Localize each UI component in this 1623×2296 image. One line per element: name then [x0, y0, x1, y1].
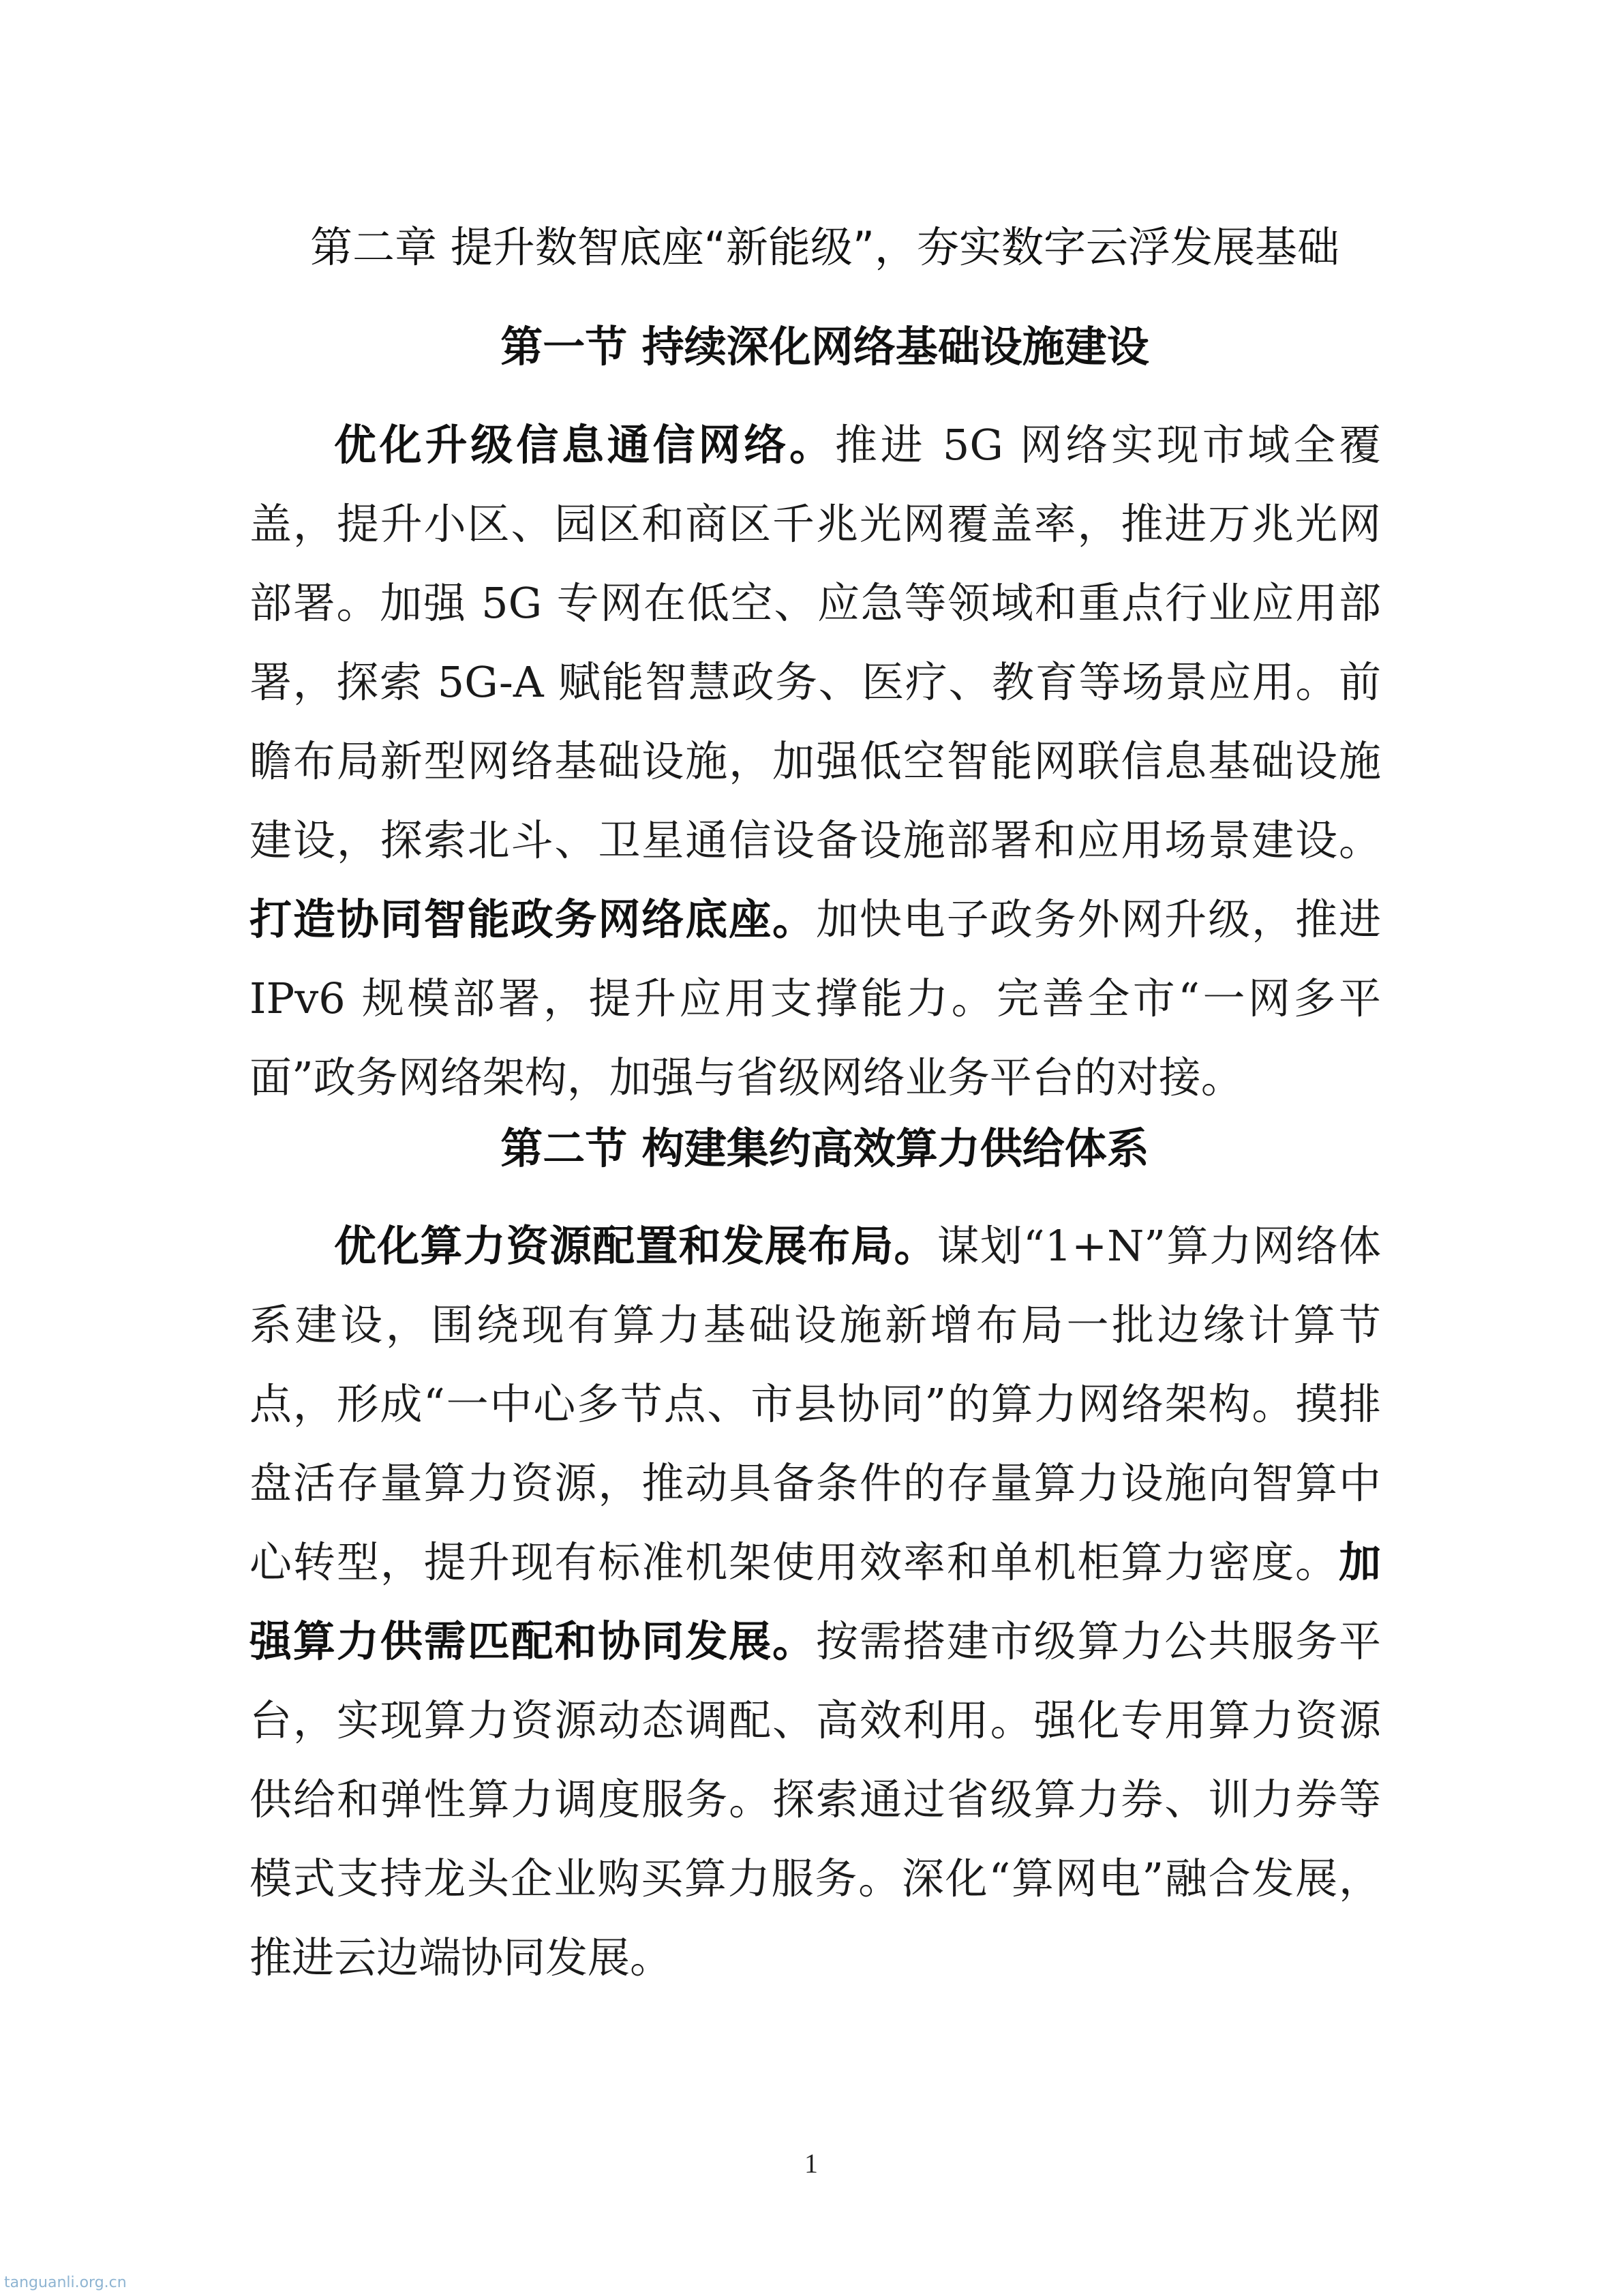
lead-phrase: 优化升级信息通信网络。: [334, 420, 835, 470]
lead-phrase: 打造协同智能政务网络底座。: [249, 894, 816, 944]
section-1-paragraph: [249, 406, 1381, 1117]
watermark: tanguanli.org.cn: [4, 2274, 127, 2291]
body-text: 加快电子政务外网升级，推进 IPv6 规模部署，提升应用支撑能力。完善全市“一网多平面”政务网络架构，加强与省级网络业务平台的对接。: [249, 894, 1381, 1102]
body-text: 谋划“1+N”算力网络体系建设，围绕现有算力基础设施新增布局一批边缘计算节点，形成“一中心多节点、市县协同”的算力网络架构。摸排盘活存量算力资源，推动具备条件的存量算力设施向智算中心转型，提升现有标准机架使用效率和单机柜算力密度。: [249, 1221, 1381, 1587]
body-text: 按需搭建市级算力公共服务平台，实现算力资源动态调配、高效利用。强化专用算力资源供给和弹性算力调度服务。探索通过省级算力券、训力券等模式支持龙头企业购买算力服务。深化“算网电”融合发展，推进云边端协同发展。: [249, 1616, 1381, 1982]
section-title-1: 第一节 持续深化网络基础设施建设: [500, 322, 1149, 372]
chapter-title: 第二章 提升数智底座“新能级”，夯实数字云浮发展基础: [310, 222, 1339, 272]
section-title-2: 第二节 构建集约高效算力供给体系: [500, 1123, 1149, 1173]
section-2-paragraph: [249, 1207, 1381, 1997]
body-text: 推进 5G 网络实现市域全覆盖，提升小区、园区和商区千兆光网覆盖率，推进万兆光网部署。加强 5G 专网在低空、应急等领域和重点行业应用部署，探索 5G-A 赋能智慧政务、医疗、教育等场景应用。前瞻布局新型网络基础设施，加强低空智能网联信息基础设施建设，探索北斗、卫星通信设备设施部署和应用场景建设。: [249, 420, 1381, 865]
lead-phrase: 优化算力资源配置和发展布局。: [334, 1221, 937, 1271]
lead-phrase: 加强算力供需匹配和协同发展。: [249, 1537, 1381, 1666]
page-number: 1: [804, 2148, 818, 2179]
